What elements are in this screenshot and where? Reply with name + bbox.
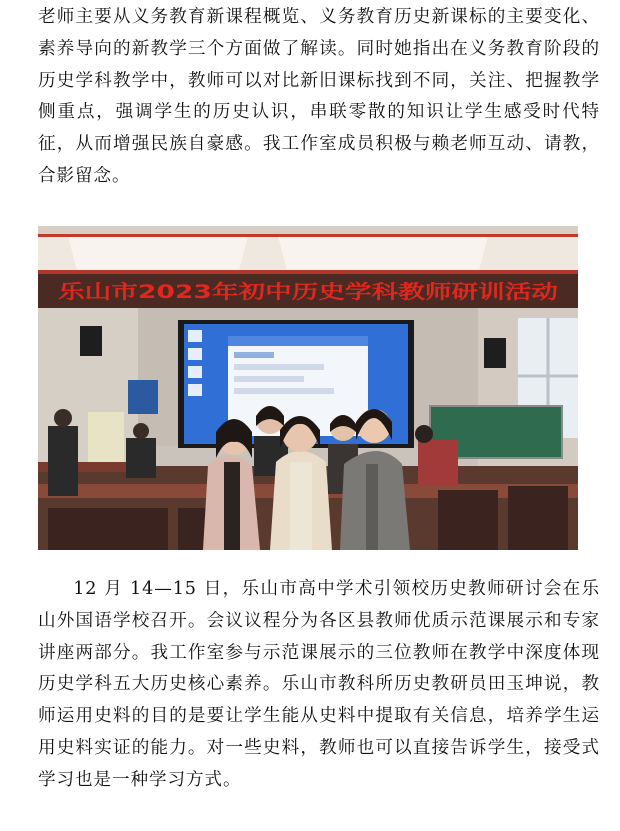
group-photo [38, 226, 578, 550]
paragraph-seminar: 12 月 14—15 日，乐山市高中学术引领校历史教师研讨会在乐山外国语学校召开。会议议程分为各区县教师优质示范课展示和专家讲座两部分。我工作室参与示范课展示的三位教师在教学中深度体现历史学科五大历史核心素养。乐山市教科所历史教研员田玉坤说，教师运用史料的目的是要让学生能从史料中提取有关信息，培养学生运用史料实证的能力。对一些史料，教师也可以直接告诉学生，接受式学习也是一种学习方式。 [38, 579, 600, 790]
banner-text: 乐山市2023年初中历史学科教师研训活动 [58, 281, 415, 303]
paragraph-intro: 老师主要从义务教育新课程概览、义务教育历史新课标的主要变化、素养导向的新教学三个方面做了解读。同时她指出在义务教育阶段的历史学科教学中，教师可以对比新旧课标找到不同，关注、把握教学侧重点，强调学生的历史认识，串联零散的知识让学生感受时代特征，从而增强民族自豪感。我工作室成员积极与赖老师互动、请教，合影留念。 [38, 7, 600, 186]
